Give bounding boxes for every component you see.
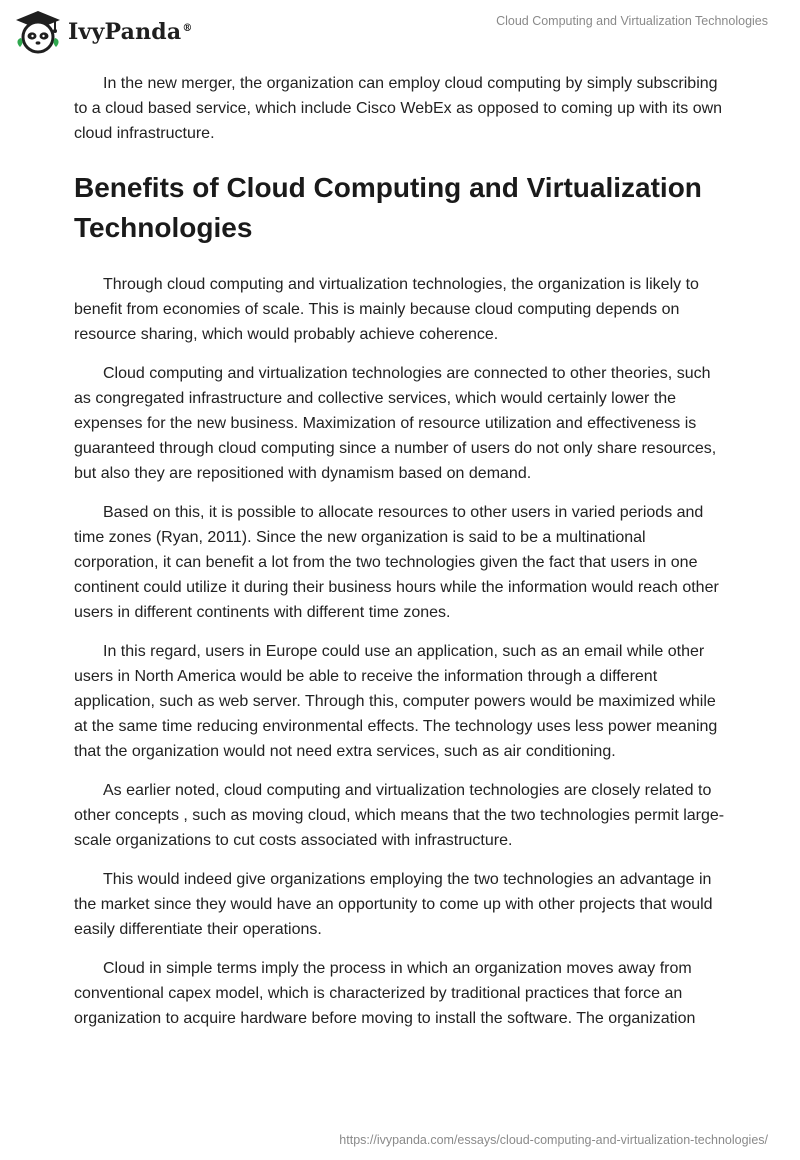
- body-paragraph: Cloud computing and virtualization technologies are connected to other theories, such as congregated infrastructure and collective services, which would certainly lower the expenses for the new business. Maximization of resource utilization and effectiveness is guaranteed through cloud computing since a number of users do not only share resources, but also they are repositioned with dynamism based on demand.: [74, 365, 717, 482]
- body-paragraph: This would indeed give organizations employing the two technologies an advantage in the market since they would have an opportunity to come up with other projects that would easily differentiate their operations.: [74, 871, 713, 938]
- body-paragraph: Based on this, it is possible to allocate resources to other users in varied periods and time zones (Ryan, 2011). Since the new organization is said to be a multinational corporation, it can benefit a lot from the two technologies given the fact that users in one continent could utilize it during their business hours while the information would reach other users in different continents with different time zones.: [74, 504, 719, 621]
- page-header: [0, 0, 800, 62]
- body-paragraph: Through cloud computing and virtualization technologies, the organization is likely to benefit from economies of scale. This is mainly because cloud computing depends on resource sharing, which would probably achieve coherence.: [74, 276, 699, 343]
- intro-paragraph: In the new merger, the organization can employ cloud computing by simply subscribing to a cloud based service, which include Cisco WebEx as opposed to coming up with its own cloud infrastructure.: [74, 75, 723, 142]
- body-paragraph: As earlier noted, cloud computing and virtualization technologies are closely related to other concepts , such as moving cloud, which means that the two technologies permit large-scale organizations to cut costs associated with infrastructure.: [74, 782, 725, 849]
- body-paragraph: Cloud in simple terms imply the process in which an organization moves away from conventional capex model, which is characterized by traditional practices that force an organization to acquire hardware before moving to install the software. The organization: [74, 960, 696, 1027]
- body-paragraph: In this regard, users in Europe could use an application, such as an email while other users in North America would be able to receive the information through a different application, such as web server. Through this, computer powers would be maximized while at the same time reducing environmental effects. The technology uses less power meaning that the organization would not need extra services, such as air conditioning.: [74, 643, 718, 760]
- ivypanda-logo[interactable]: [14, 8, 193, 56]
- brand-name: [68, 19, 193, 45]
- registered-mark: ®: [182, 22, 193, 34]
- section-heading: Benefits of Cloud Computing and Virtualization Technologies: [74, 172, 702, 243]
- brand-text: IvyPanda: [68, 19, 182, 45]
- essay-content: [74, 71, 730, 1045]
- document-title: Cloud Computing and Virtualization Technologies: [496, 14, 768, 28]
- source-url-link[interactable]: https://ivypanda.com/essays/cloud-computing-and-virtualization-technologies/: [339, 1133, 768, 1147]
- panda-graduation-cap-logo-icon: [14, 9, 62, 55]
